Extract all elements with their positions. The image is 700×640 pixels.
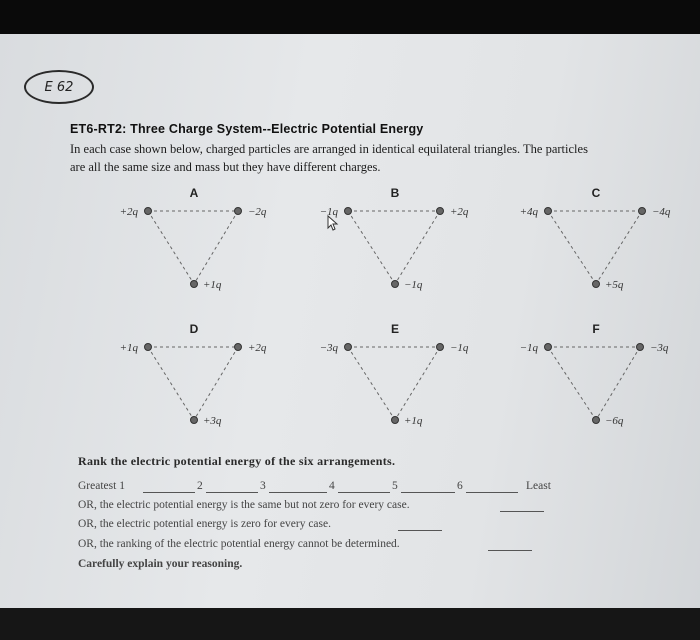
rank-blank-2[interactable] bbox=[206, 492, 258, 493]
intro-line-2: are all the same size and mass but they have different charges. bbox=[70, 160, 381, 174]
handwritten-problem-label: E 62 bbox=[24, 70, 94, 104]
option-zero: OR, the electric potential energy is zero for every case. bbox=[78, 518, 331, 530]
option-undetermined: OR, the ranking of the electric potential energy cannot be determined. bbox=[78, 538, 400, 550]
particle-f-top-right bbox=[637, 344, 644, 351]
charge-c-top-right: −4q bbox=[652, 206, 671, 218]
charge-e-bottom: +1q bbox=[404, 415, 423, 427]
particle-d-bottom bbox=[191, 417, 198, 424]
rank-greatest-label: Greatest 1 bbox=[78, 480, 125, 492]
rank-least-label: Least bbox=[526, 480, 551, 492]
rank-number-3: 3 bbox=[260, 480, 266, 492]
particle-a-top-left bbox=[145, 208, 152, 215]
option-zero-blank[interactable] bbox=[398, 530, 442, 531]
particle-f-bottom bbox=[593, 417, 600, 424]
charge-f-top-right: −3q bbox=[650, 342, 669, 354]
option-same-blank[interactable] bbox=[500, 511, 544, 512]
particle-e-bottom bbox=[392, 417, 399, 424]
case-label-b: B bbox=[390, 186, 400, 200]
intro-line-1: In each case shown below, charged particles are arranged in identical equilateral triangles. The particles bbox=[70, 142, 588, 156]
rank-blank-6[interactable] bbox=[466, 492, 518, 493]
rank-number-4: 4 bbox=[329, 480, 335, 492]
charge-d-bottom: +3q bbox=[203, 415, 222, 427]
rank-number-5: 5 bbox=[392, 480, 398, 492]
problem-heading: ET6-RT2: Three Charge System--Electric Potential Energy bbox=[70, 122, 424, 136]
particle-c-top-right bbox=[639, 208, 646, 215]
case-f-diagram bbox=[520, 322, 669, 427]
explain-reasoning-prompt: Carefully explain your reasoning. bbox=[78, 558, 243, 570]
charge-b-bottom: −1q bbox=[404, 279, 423, 291]
particle-b-top-right bbox=[437, 208, 444, 215]
rank-blank-4[interactable] bbox=[338, 492, 390, 493]
charge-b-top-left: −1q bbox=[319, 206, 338, 218]
case-e-diagram bbox=[320, 322, 469, 427]
case-label-f: F bbox=[592, 322, 600, 336]
mouse-cursor-icon bbox=[328, 216, 337, 230]
charge-d-top-right: +2q bbox=[248, 342, 267, 354]
case-c-diagram bbox=[520, 186, 671, 291]
charge-f-top-left: −1q bbox=[519, 342, 538, 354]
case-a-diagram bbox=[120, 186, 267, 291]
charge-e-top-right: −1q bbox=[450, 342, 469, 354]
rank-blank-5[interactable] bbox=[401, 492, 455, 493]
case-label-c: C bbox=[591, 186, 601, 200]
charge-a-top-right: −2q bbox=[248, 206, 267, 218]
rank-blank-3[interactable] bbox=[269, 492, 327, 493]
charge-c-top-left: +4q bbox=[519, 206, 538, 218]
particle-f-top-left bbox=[545, 344, 552, 351]
charge-c-bottom: +5q bbox=[605, 279, 624, 291]
option-undetermined-blank[interactable] bbox=[488, 550, 532, 551]
charge-d-top-left: +1q bbox=[119, 342, 138, 354]
particle-d-top-left bbox=[145, 344, 152, 351]
rank-number-2: 2 bbox=[197, 480, 203, 492]
case-b-diagram bbox=[320, 186, 469, 291]
particle-c-bottom bbox=[593, 281, 600, 288]
particle-e-top-left bbox=[345, 344, 352, 351]
charge-f-bottom: −6q bbox=[605, 415, 624, 427]
ranking-question: Rank the electric potential energy of the six arrangements. bbox=[78, 454, 396, 468]
rank-number-6: 6 bbox=[457, 480, 463, 492]
rank-blank-1[interactable] bbox=[143, 492, 195, 493]
particle-c-top-left bbox=[545, 208, 552, 215]
particle-e-top-right bbox=[437, 344, 444, 351]
particle-a-bottom bbox=[191, 281, 198, 288]
option-same-not-zero: OR, the electric potential energy is the same but not zero for every case. bbox=[78, 499, 410, 511]
case-label-e: E bbox=[390, 322, 400, 336]
particle-a-top-right bbox=[235, 208, 242, 215]
charge-a-top-left: +2q bbox=[119, 206, 138, 218]
charge-b-top-right: +2q bbox=[450, 206, 469, 218]
case-d-diagram bbox=[120, 322, 267, 427]
particle-b-top-left bbox=[345, 208, 352, 215]
case-label-d: D bbox=[189, 322, 199, 336]
particle-b-bottom bbox=[392, 281, 399, 288]
case-label-a: A bbox=[189, 186, 199, 200]
particle-d-top-right bbox=[235, 344, 242, 351]
charge-a-bottom: +1q bbox=[203, 279, 222, 291]
charge-e-top-left: −3q bbox=[319, 342, 338, 354]
